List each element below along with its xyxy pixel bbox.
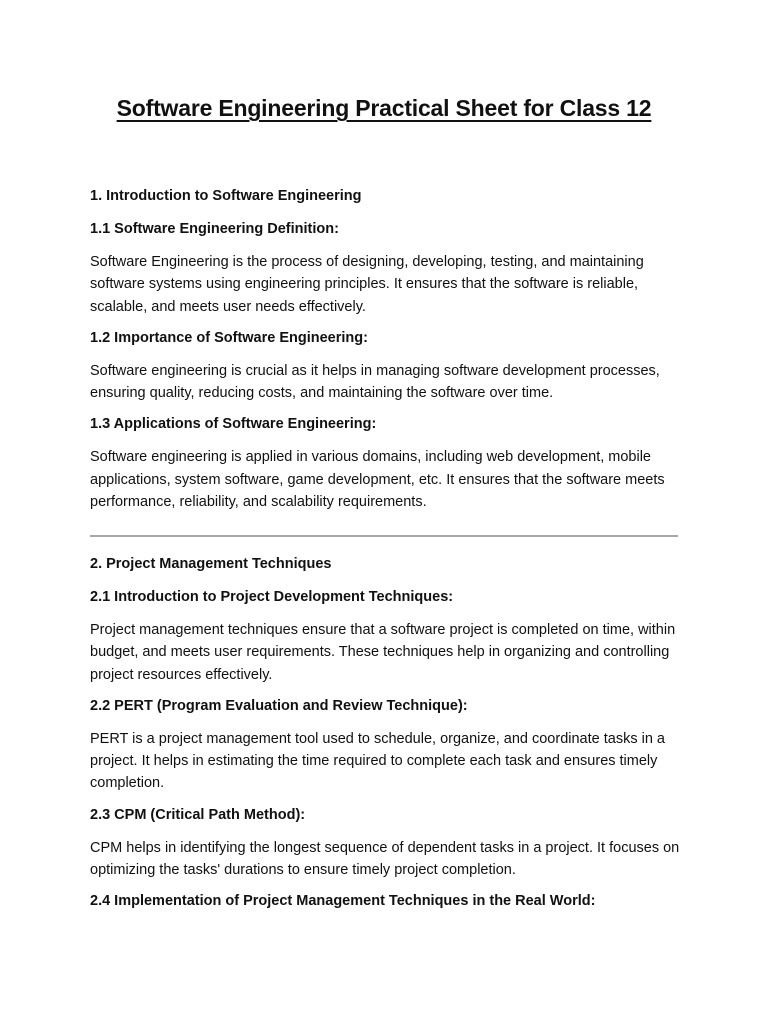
page-title: Software Engineering Practical Sheet for Class 12 bbox=[116, 95, 652, 121]
paragraph-importance: Software engineering is crucial as it helps in managing software development processes, ensuring quality, reducing costs, and maintaining the software over time. bbox=[90, 362, 660, 402]
subsection-heading-cpm: 2.3 CPM (Critical Path Method): bbox=[90, 806, 306, 823]
subsection-heading-intro-techniques: 2.1 Introduction to Project Development Techniques: bbox=[90, 589, 454, 605]
paragraph-cpm: CPM helps in identifying the longest sequence of dependent tasks in a project. It focuses on optimizing the tasks' durations to ensure timely project completion. bbox=[90, 839, 680, 879]
section-heading: 1. Introduction to Software Engineering bbox=[90, 188, 362, 204]
paragraph-intro-techniques: Project management techniques ensure that a software project is completed on time, within budget, and meets user requirements. These techniques help in organizing and controlling project resources effectively. bbox=[90, 622, 676, 683]
section-heading: 2. Project Management Techniques bbox=[90, 556, 332, 572]
subsection-heading-applications: 1.3 Applications of Software Engineering: bbox=[90, 416, 377, 433]
subsection-heading-implementation: 2.4 Implementation of Project Management Techniques in the Real World: bbox=[90, 893, 596, 910]
section-introduction bbox=[90, 186, 682, 523]
section-project-management bbox=[90, 554, 682, 923]
paragraph-definition: Software Engineering is the process of designing, developing, testing, and maintaining software systems using engineering principles. It ensures that the software is reliable, scalable, and meets user needs effectively. bbox=[90, 254, 644, 315]
section-divider bbox=[90, 535, 678, 537]
subsection-heading-pert: 2.2 PERT (Program Evaluation and Review Technique): bbox=[90, 697, 468, 714]
subsection-heading-definition: 1.1 Software Engineering Definition: bbox=[90, 221, 339, 237]
paragraph-applications: Software engineering is applied in various domains, including web development, mobile applications, system software, game development, etc. It ensures that the software meets performance, reliability, and scalability requirements. bbox=[90, 449, 665, 511]
subsection-heading-importance: 1.2 Importance of Software Engineering: bbox=[90, 329, 368, 346]
paragraph-pert: PERT is a project management tool used to schedule, organize, and coordinate tasks in a project. It helps in estimating the time required to complete each task and ensures timely completion. bbox=[90, 730, 665, 792]
